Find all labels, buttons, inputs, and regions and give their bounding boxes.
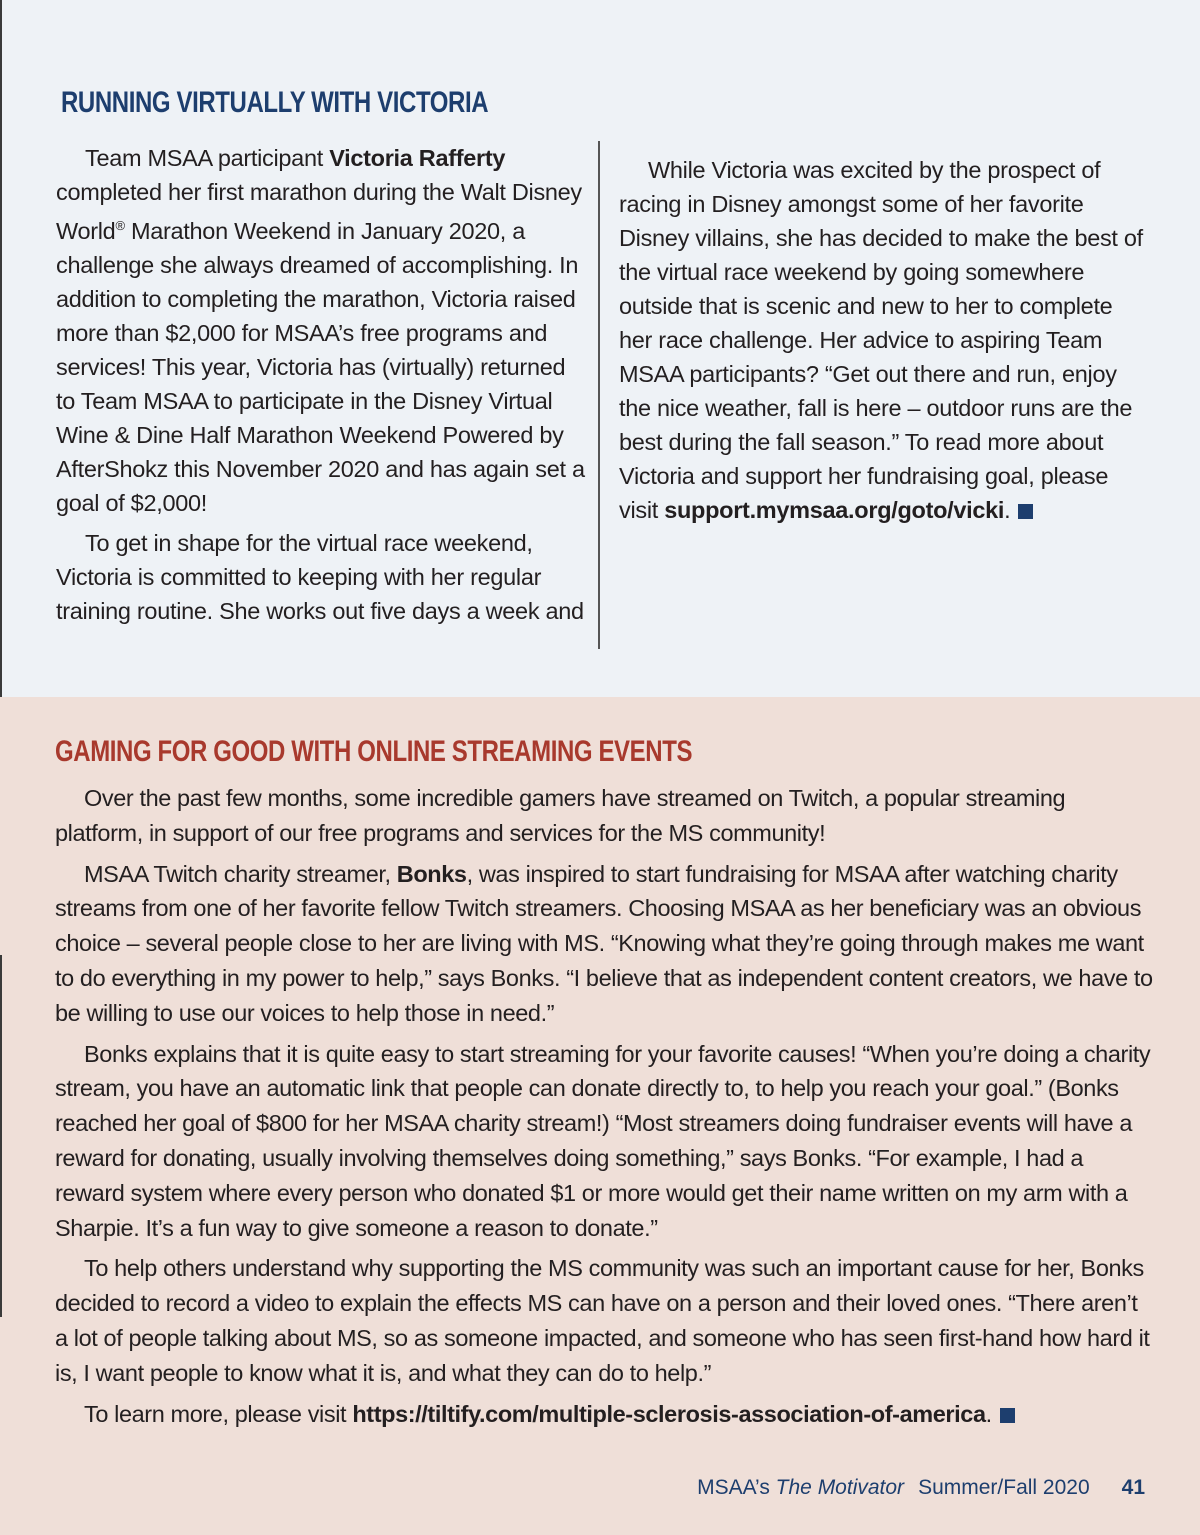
- paragraph-text-part1: To get in shape for the virtual race weekend, Victoria is committed to keeping with her regular training routine. She works out five days a week and: [56, 529, 584, 624]
- participant-name: Victoria Rafferty: [329, 145, 506, 171]
- article-paragraph: Bonks explains that it is quite easy to start streaming for your favorite causes! “When you’re doing a charity stream, you have an automatic link that people can donate directly to, to help you reach your goal.” (Bonks reached her goal of $800 for her MSAA charity stream!) “Most streamers doing fundraiser events will have a reward for donating, usually involving themselves doing something,” says Bonks. “For example, I had a reward system where every person who donated $1 or more would get their name written on my arm with a Sharpie. It’s a fun way to give someone a reason to donate.”: [55, 1040, 1151, 1241]
- paragraph-text: .: [985, 1400, 992, 1427]
- streamer-name: Bonks: [396, 860, 467, 887]
- magazine-title: The Motivator: [775, 1476, 905, 1499]
- paragraph-text: completed her first marathon during the Walt Disney World: [56, 179, 582, 244]
- column-divider: [598, 141, 600, 649]
- article-paragraph: Over the past few months, some incredible gamers have streamed on Twitch, a popular streaming platform, in support of our free programs and services for the MS community!: [55, 785, 1066, 846]
- article-body-gaming: [55, 781, 1155, 1437]
- article-column-right: [619, 141, 1149, 533]
- paragraph-text: While Victoria was excited by the prospect of racing in Disney amongst some of her favorite Disney villains, she has decided to make the best of the virtual race weekend by going somewhere outside that is scenic and new to her to complete her race challenge. Her advice to aspiring Team MSAA participants? “Get out there and run, enjoy the nice weather, fall is here – outdoor runs are the best during the fall season.” To read more about Victoria and support her fundraising goal, please visit: [619, 157, 1143, 523]
- article-paragraph: [55, 1397, 1155, 1432]
- article-heading-gaming: GAMING FOR GOOD WITH ONLINE STREAMING EVENTS: [55, 735, 693, 768]
- donation-link[interactable]: support.mymsaa.org/goto/vicki: [664, 497, 1005, 523]
- article-paragraph: [56, 141, 586, 520]
- article-column-left: [56, 141, 586, 634]
- end-of-article-icon: [1000, 1408, 1015, 1423]
- article-paragraph-continued: [619, 39, 1149, 243]
- footer-org: MSAA’s: [697, 1476, 776, 1499]
- page-footer: [697, 1476, 1145, 1500]
- article-paragraph: [55, 857, 1155, 1031]
- left-edge-rule: [0, 0, 2, 697]
- paragraph-text: .: [1004, 497, 1011, 523]
- tiltify-link[interactable]: https://tiltify.com/multiple-sclerosis-association-of-america: [352, 1400, 986, 1427]
- paragraph-text: , was inspired to start fundraising for MSAA after watching charity streams from one of her favorite fellow Twitch streamers. Choosing MSAA as her beneficiary was an obvious choice – several people close to her are living with MS. “Knowing what they’re going through makes me want to do everything in my power to help,” says Bonks. “I believe that as independent content creators, we have to be willing to use our voices to help those in need.”: [55, 860, 1153, 1026]
- article-paragraph: [56, 526, 586, 628]
- registered-mark: ®: [115, 218, 125, 233]
- paragraph-text: To learn more, please visit: [84, 1400, 353, 1427]
- left-edge-rule-lower: [0, 955, 2, 1317]
- paragraph-text: MSAA Twitch charity streamer,: [84, 860, 397, 887]
- end-of-article-icon: [1018, 504, 1033, 519]
- page-number: 41: [1121, 1476, 1145, 1499]
- article-paragraph: To help others understand why supporting the MS community was such an important cause for her, Bonks decided to record a video to explain the effects MS can have on a person and their loved ones. “There aren’t a lot of people talking about MS, so as someone impacted, and someone who has seen first-hand how hard it is, I want people to know what it is, and what they can do to help.”: [55, 1255, 1150, 1386]
- issue-label: Summer/Fall 2020: [918, 1476, 1090, 1499]
- paragraph-text: Marathon Weekend in January 2020, a challenge she always dreamed of accomplishing. In addition to completing the marathon, Victoria raised more than $2,000 for MSAA’s free programs and services! This year, Victoria has (virtually) returned to Team MSAA to participate in the Disney Virtual Wine & Dine Half Marathon Weekend Powered by AfterShokz this November 2020 and has again set a goal of $2,000!: [56, 217, 585, 516]
- article-heading-victoria: RUNNING VIRTUALLY WITH VICTORIA: [61, 86, 489, 119]
- paragraph-text: Team MSAA participant: [85, 145, 330, 171]
